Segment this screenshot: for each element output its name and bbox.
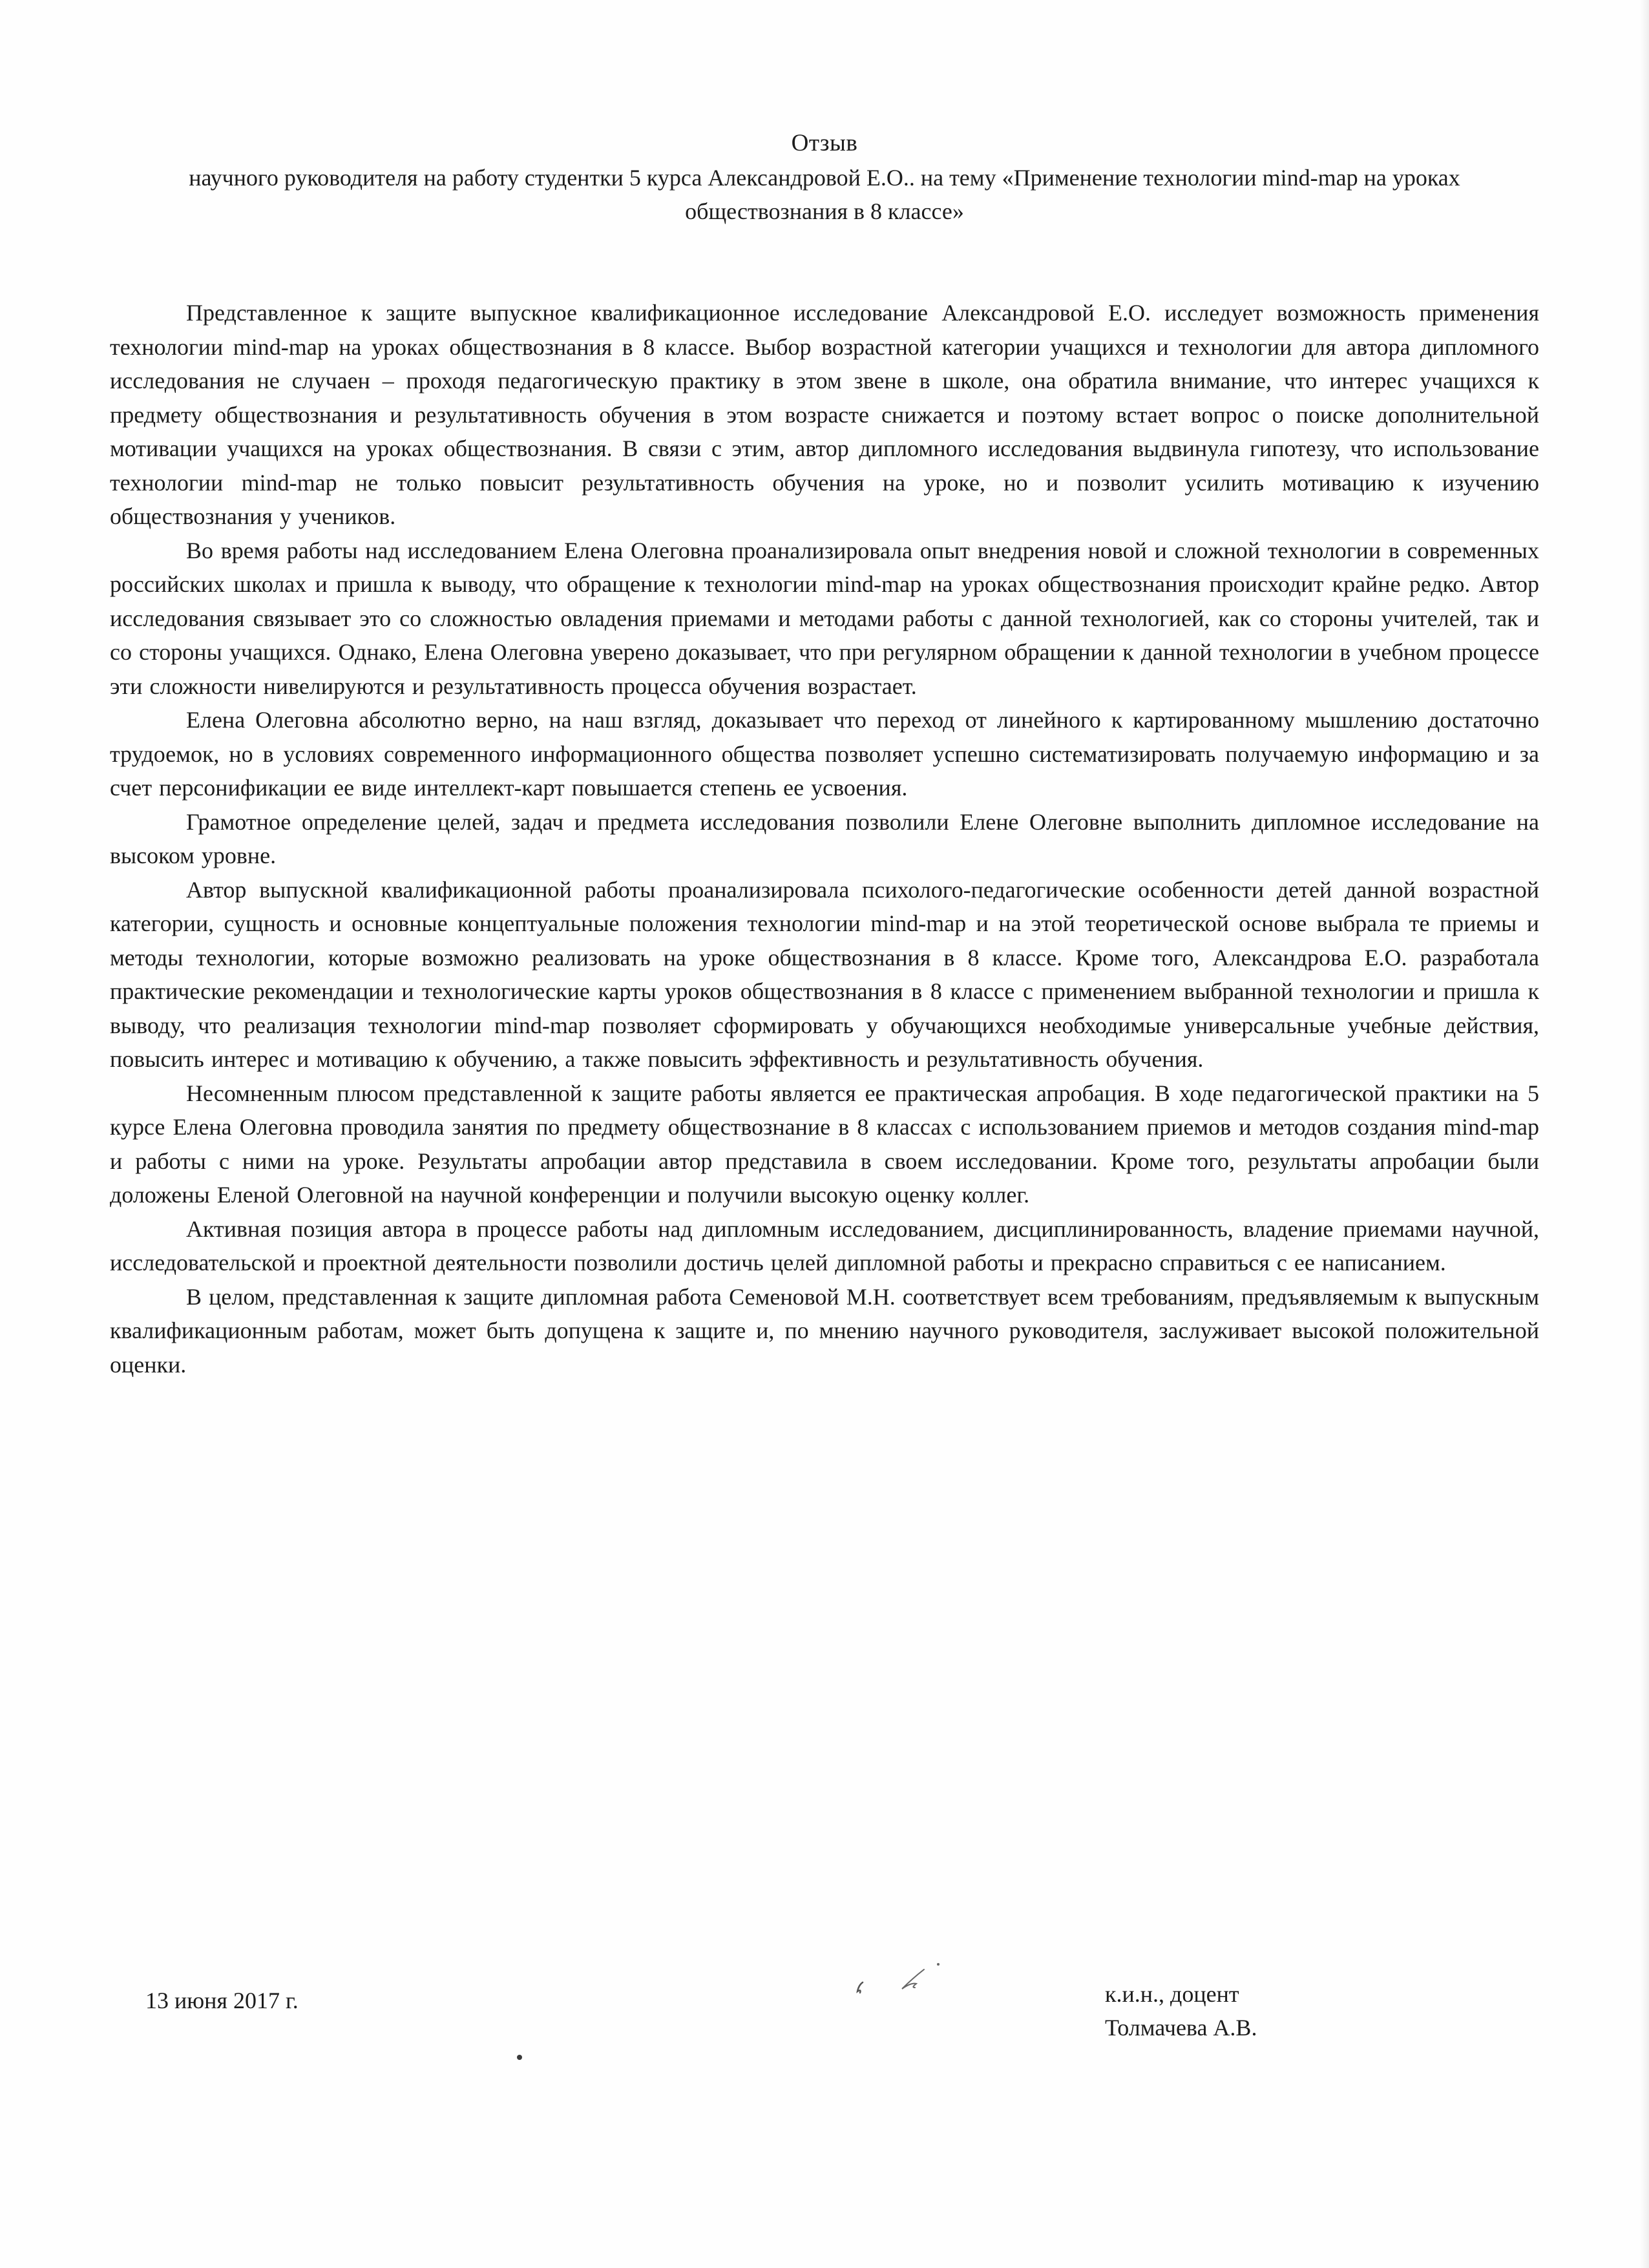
paragraph: Во время работы над исследованием Елена Олеговна проанализировала опыт внедрения новой и сложной технологии в современных российских школах и пришла к выводу, что обращение к технологии mind-map на уроках обществознания происходит крайне редко. Автор исследования связывает это со сложностью овладения приемами и методами работы с данной технологией, как со стороны учителей, так и со стороны учащихся. Однако, Елена Олеговна уверено доказывает, что при регулярном обращении к данной технологии в учебном процессе эти сложности нивелируются и результативность процесса обучения возрастает. <box>110 537 1539 699</box>
paragraph: Представленное к защите выпускное квалификационное исследование Александровой Е.О. исследует возможность применения технологии mind-map на уроках обществознания в 8 классе. Выбор возрастной категории учащихся и технологии для автора дипломного исследования не случаен – проходя педагогическую практику в этом звене в школе, она обратила внимание, что интерес учащихся к предмету обществознания и результативность обучения в этом возрасте снижается и поэтому встает вопрос о поиске дополнительной мотивации учащихся на уроках обществознания. В связи с этим, автор дипломного исследования выдвинула гипотезу, что использование технологии mind-map не только повысит результативность обучения на уроке, но и позволит усилить мотивацию к изучению обществознания у учеников. <box>110 300 1539 529</box>
signer-name: Толмачева А.В. <box>1105 2015 1257 2041</box>
paragraph: Автор выпускной квалификационной работы проанализировала психолого-педагогические особенности детей данной возрастной категории, сущность и основные концептуальные положения технологии mind-map и на этой теоретической основе выбрала те приемы и методы технологии, которые возможно реализовать на уроке обществознания в 8 классе. Кроме того, Александрова Е.О. разработала практические рекомендации и технологические карты уроков обществознания в 8 классе с применением выбранной технологии и пришла к выводу, что реализация технологии mind-map позволяет сформировать у обучающихся необходимые универсальные учебные действия, повысить интерес и мотивацию к обучению, а также повысить эффективность и результативность обучения. <box>110 876 1539 1072</box>
document-subtitle: научного руководителя на работу студентки 5 курса Александровой Е.О.. на тему «Применение технологии mind-map на уроках обществознания в 8 классе» <box>189 165 1460 224</box>
date-text: 13 июня 2017 г. <box>145 1988 299 2013</box>
document-title: Отзыв <box>791 130 858 156</box>
paragraph: Активная позиция автора в процессе работы над дипломным исследованием, дисциплинированность, владение приемами научной, исследовательской и проектной деятельности позволили достичь целей дипломной работы и прекрасно справиться с ее написанием. <box>110 1215 1539 1276</box>
paragraph: Елена Олеговна абсолютно верно, на наш взгляд, доказывает что переход от линейного к картированному мышлению достаточно трудоемок, но в условиях современного информационного общества позволяет успешно систематизировать получаемую информацию и за счет персонификации ее виде интеллект-карт повышается степень ее усвоения. <box>110 707 1539 801</box>
signer-title: к.и.н., доцент <box>1105 1981 1239 2007</box>
paragraph: Грамотное определение целей, задач и предмета исследования позволили Елене Олеговне выполнить дипломное исследование на высоком уровне. <box>110 808 1539 868</box>
signer-block <box>1105 1977 1257 2044</box>
signature-mark <box>711 1958 982 2029</box>
paragraph: В целом, представленная к защите дипломная работа Семеновой М.Н. соответствует всем требованиям, предъявляемым к выпускным квалификационным работам, может быть допущена к защите и, по мнению научного руководителя, заслуживает высокой положительной оценки. <box>110 1283 1539 1378</box>
scan-artifact-dot <box>517 2055 522 2060</box>
paragraph: Несомненным плюсом представленной к защите работы является ее практическая апробация. В ходе педагогической практики на 5 курсе Елена Олеговна проводила занятия по предмету обществознание в 8 классах с использованием приемов и методов создания mind-map и работы с ними на уроке. Результаты апробации автор представила в своем исследовании. Кроме того, результаты апробации были доложены Еленой Олеговной на научной конференции и получили высокую оценку коллег. <box>110 1080 1539 1208</box>
document-body <box>110 296 1539 1381</box>
